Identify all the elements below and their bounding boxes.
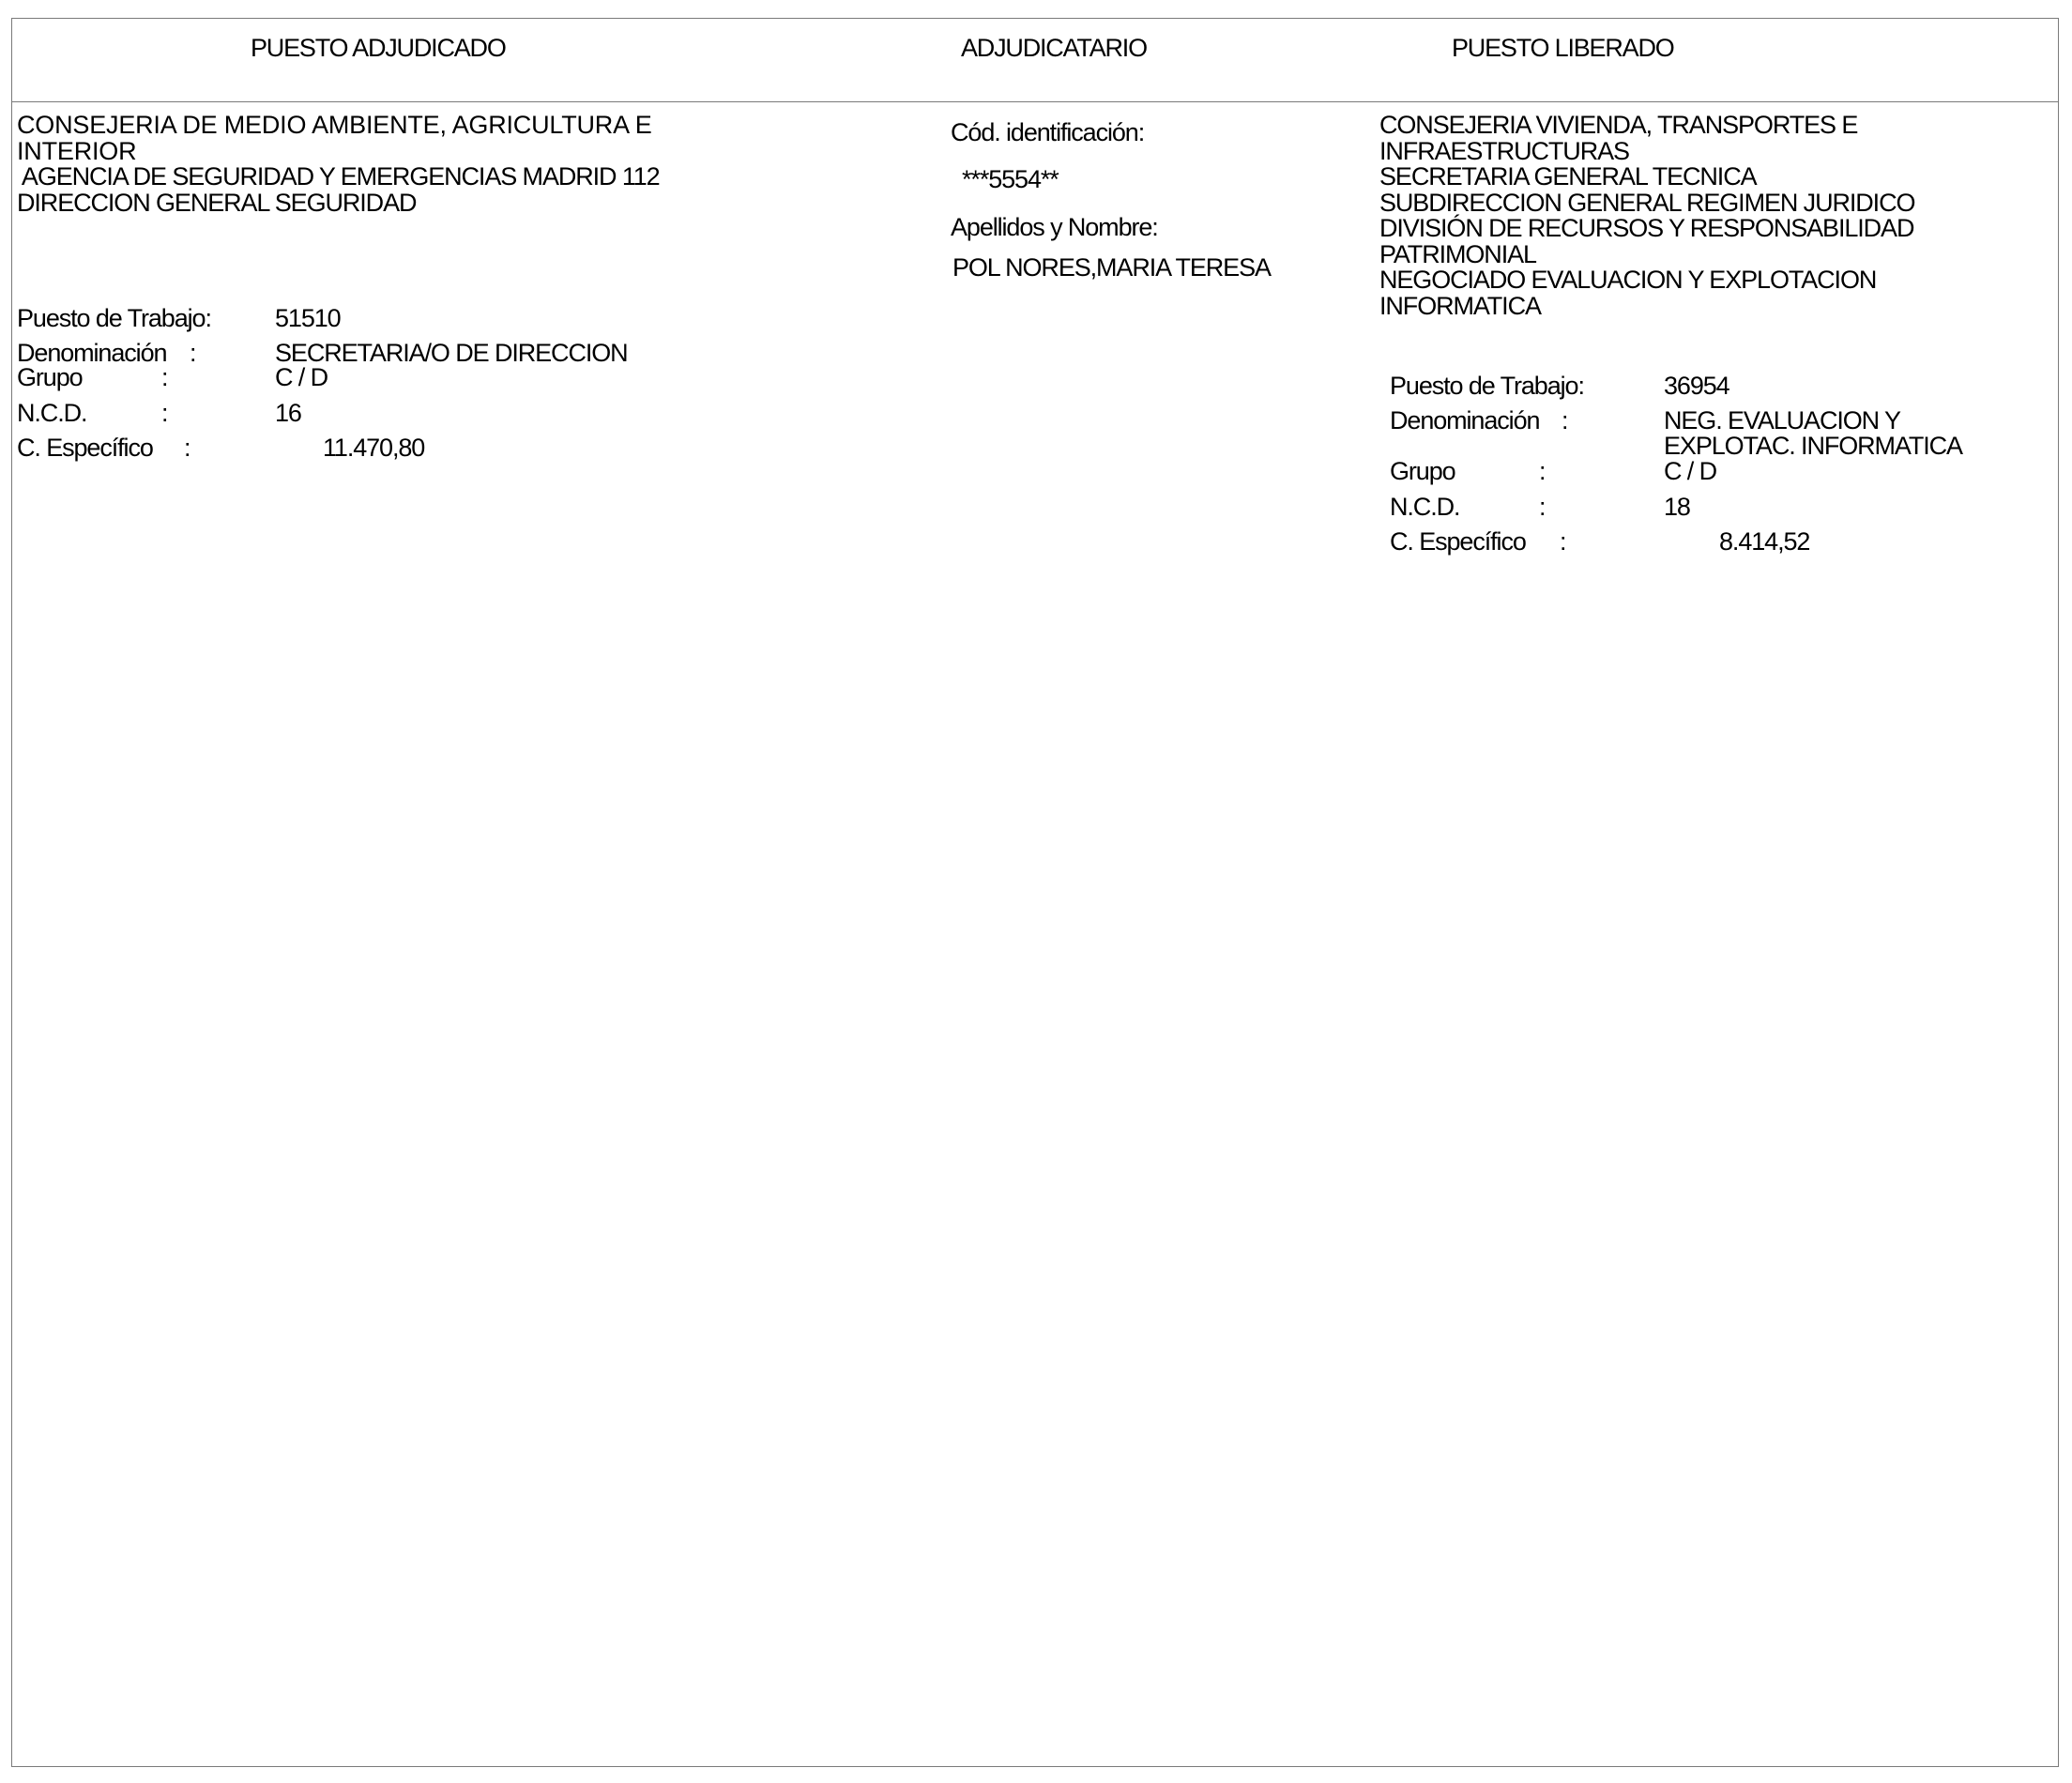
liberado-org-line: SECRETARIA GENERAL TECNICA xyxy=(1379,162,1757,190)
header-divider xyxy=(11,101,2059,102)
adjudicado-org-line: AGENCIA DE SEGURIDAD Y EMERGENCIAS MADRID 112 xyxy=(17,162,660,190)
adjudicado-org-line: DIRECCION GENERAL SEGURIDAD xyxy=(17,188,417,217)
liberado-grupo-colon: : xyxy=(1539,457,1546,485)
liberado-denominacion-value-line1: NEG. EVALUACION Y xyxy=(1664,406,1900,434)
adjudicado-denominacion-value: SECRETARIA/O DE DIRECCION xyxy=(275,339,628,367)
liberado-puesto-label: Puesto de Trabajo: xyxy=(1390,372,1584,400)
adjudicado-denominacion-colon: : xyxy=(190,339,196,367)
adjudicatario-cod-label: Cód. identificación: xyxy=(951,118,1145,146)
liberado-org-line: INFRAESTRUCTURAS xyxy=(1379,136,1629,165)
liberado-org-line: INFORMATICA xyxy=(1379,291,1541,320)
liberado-org-line: PATRIMONIAL xyxy=(1379,239,1536,268)
header-puesto-adjudicado: PUESTO ADJUDICADO xyxy=(251,34,506,62)
liberado-especifico-label: C. Específico xyxy=(1390,527,1526,556)
adjudicado-denominacion-label: Denominación xyxy=(17,339,167,367)
liberado-ncd-label: N.C.D. xyxy=(1390,493,1460,521)
adjudicado-grupo-label: Grupo xyxy=(17,363,83,391)
adjudicado-org-line: CONSEJERIA DE MEDIO AMBIENTE, AGRICULTURA E xyxy=(17,111,652,139)
liberado-ncd-colon: : xyxy=(1539,493,1546,521)
header-adjudicatario: ADJUDICATARIO xyxy=(961,34,1147,62)
adjudicado-especifico-value: 11.470,80 xyxy=(323,434,425,462)
adjudicado-org-line: INTERIOR xyxy=(17,136,137,165)
liberado-org-line: SUBDIRECCION GENERAL REGIMEN JURIDICO xyxy=(1379,188,1915,217)
adjudicado-ncd-label: N.C.D. xyxy=(17,399,87,427)
liberado-especifico-colon: : xyxy=(1560,527,1566,556)
adjudicado-especifico-colon: : xyxy=(184,434,190,462)
liberado-grupo-label: Grupo xyxy=(1390,457,1455,485)
liberado-org-line: DIVISIÓN DE RECURSOS Y RESPONSABILIDAD xyxy=(1379,214,1914,242)
liberado-ncd-value: 18 xyxy=(1664,493,1690,521)
adjudicatario-nombre-label: Apellidos y Nombre: xyxy=(951,213,1158,241)
liberado-organization xyxy=(1379,113,1914,319)
liberado-denominacion-value-line2: EXPLOTAC. INFORMATICA xyxy=(1664,432,1962,460)
liberado-org-line: CONSEJERIA VIVIENDA, TRANSPORTES E xyxy=(1379,111,1858,139)
adjudicado-puesto-value: 51510 xyxy=(275,304,341,332)
liberado-especifico-value: 8.414,52 xyxy=(1719,527,1810,556)
adjudicado-especifico-label: C. Específico xyxy=(17,434,153,462)
adjudicatario-nombre-value: POL NORES,MARIA TERESA xyxy=(952,253,1271,282)
adjudicado-grupo-colon: : xyxy=(161,363,168,391)
header-puesto-liberado: PUESTO LIBERADO xyxy=(1452,34,1674,62)
liberado-org-line: NEGOCIADO EVALUACION Y EXPLOTACION xyxy=(1379,266,1877,294)
liberado-puesto-value: 36954 xyxy=(1664,372,1729,400)
adjudicado-ncd-value: 16 xyxy=(275,399,301,427)
adjudicatario-cod-value: ***5554** xyxy=(962,165,1059,193)
adjudicado-ncd-colon: : xyxy=(161,399,168,427)
liberado-grupo-value: C / D xyxy=(1664,457,1717,485)
adjudicado-grupo-value: C / D xyxy=(275,363,328,391)
adjudicado-puesto-label: Puesto de Trabajo: xyxy=(17,304,211,332)
liberado-denominacion-colon: : xyxy=(1562,406,1568,434)
adjudicado-organization xyxy=(17,113,660,216)
liberado-denominacion-label: Denominación xyxy=(1390,406,1540,434)
